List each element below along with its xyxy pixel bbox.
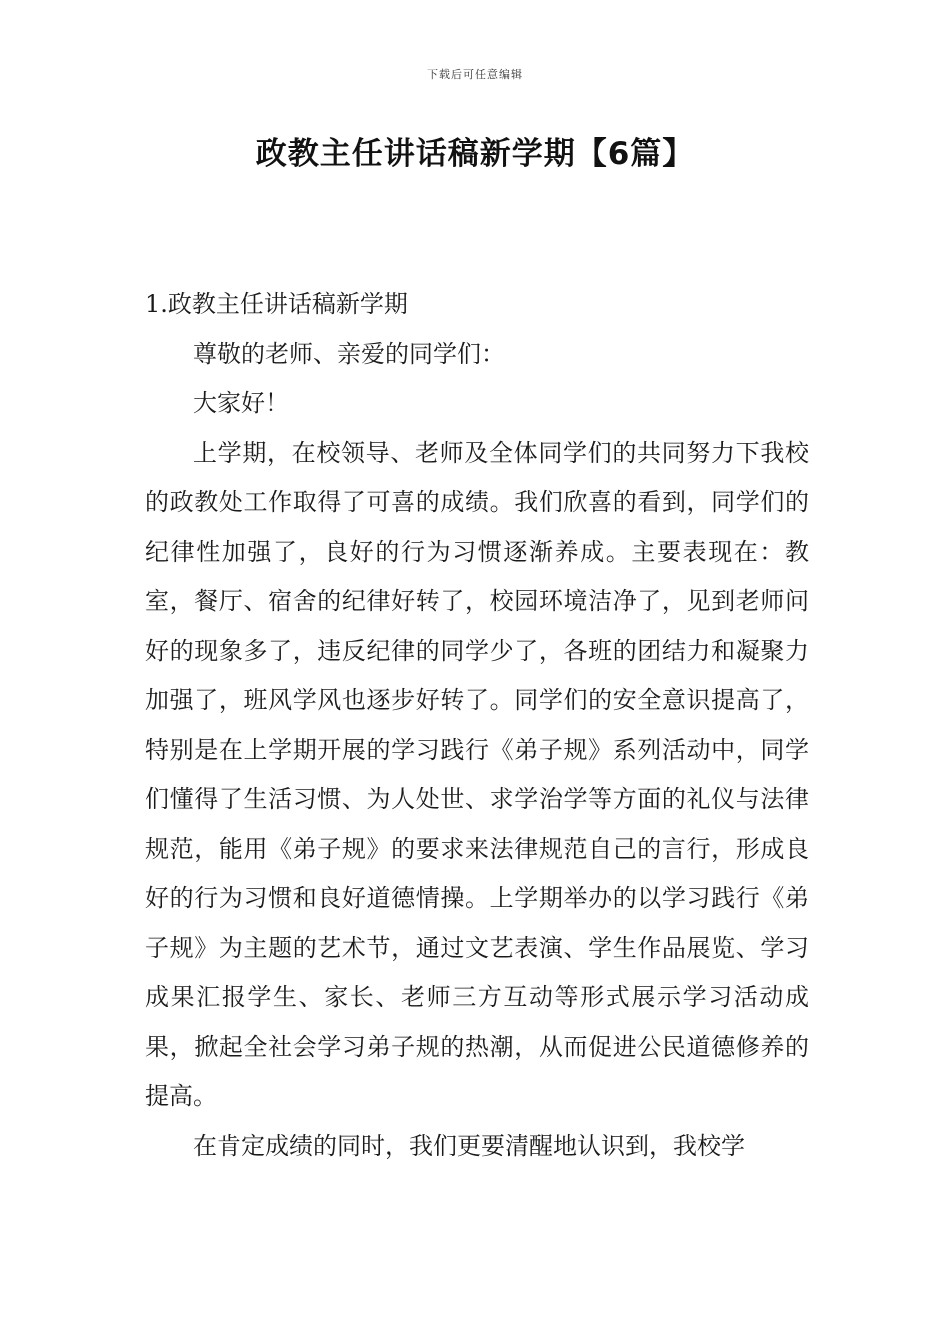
greeting-paragraph: 大家好！ [193, 389, 289, 417]
header-note: 下载后可任意编辑 [427, 68, 523, 81]
salutation-paragraph: 尊敬的老师、亲爱的同学们： [193, 339, 505, 368]
document-title: 政教主任讲话稿新学期【6篇】 [255, 136, 695, 172]
body-paragraph: 上学期，在校领导、老师及全体同学们的共同努力下我校的政教处工作取得了可喜的成绩。我们欣喜的看到，同学们的纪律性加强了，良好的行为习惯逐渐养成。主要表现在：教室，餐厅、宿舍的纪律好转了，校园环境洁净了，见到老师问好的现象多了，违反纪律的同学少了，各班的团结力和凝聚力加强了，班风学风也逐步好转了。同学们的安全意识提高了，特别是在上学期开展的学习践行《弟子规》系列活动中，同学们懂得了生活习惯、为人处世、求学治学等方面的礼仪与法律规范，能用《弟子规》的要求来法律规范自己的言行，形成良好的行为习惯和良好道德情操。上学期举办的以学习践行《弟子规》为主题的艺术节，通过文艺表演、学生作品展览、学习成果汇报学生、家长、老师三方互动等形式展示学习活动成果，掀起全社会学习弟子规的热潮，从而促进公民道德修养的提高。 [145, 438, 809, 1110]
document-body [145, 280, 809, 1171]
section-heading: 1.政教主任讲话稿新学期 [145, 290, 408, 318]
body-paragraph: 在肯定成绩的同时，我们更要清醒地认识到，我校学 [193, 1131, 745, 1160]
